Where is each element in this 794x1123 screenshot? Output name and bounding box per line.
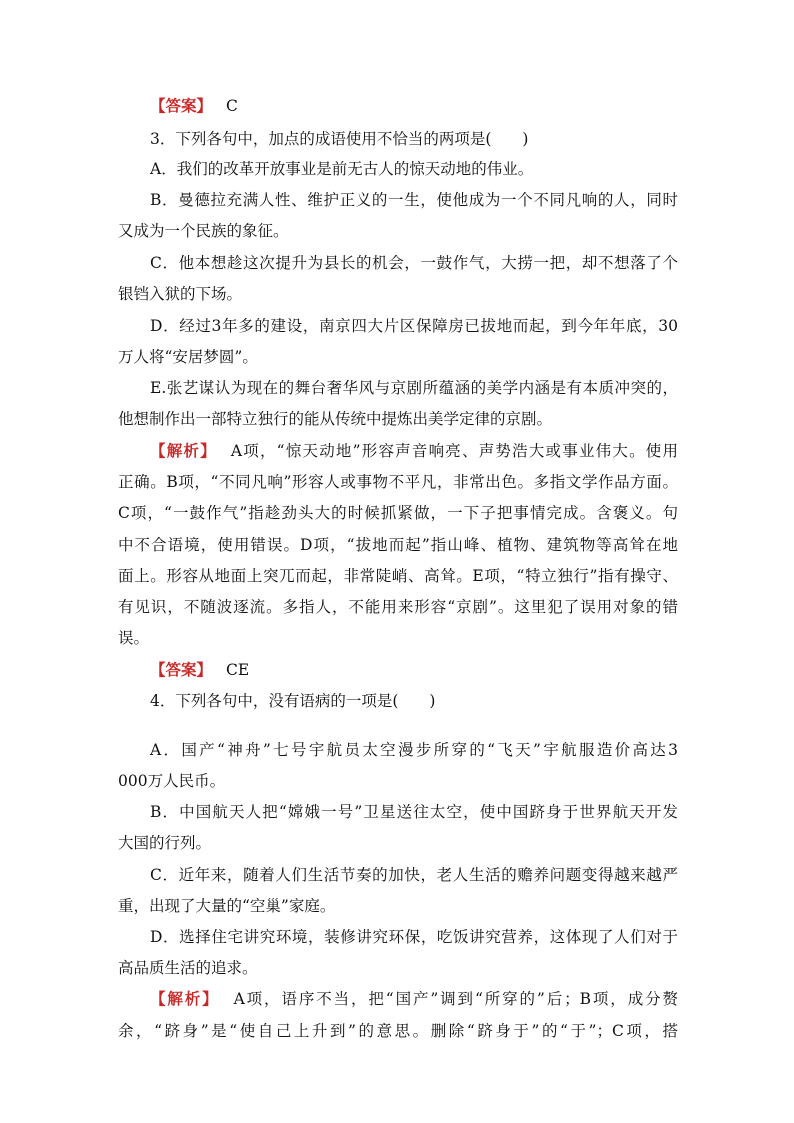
q3-option-b: B．曼德拉充满人性、维护正义的一生，使他成为一个不同凡响的人，同时 — [150, 191, 678, 209]
q3-option-e: E.张艺谋认为现在的舞台奢华风与京剧所蕴涵的美学内涵是有本质冲突的， — [150, 379, 678, 397]
analysis-1-line-7: 误。 — [118, 629, 150, 647]
q4-option-c-cont: 重，出现了大量的“空巢”家庭。 — [118, 897, 336, 915]
analysis-text: A项，“惊天动地”形容声音响亮、声势浩大或事业伟大。使用 — [230, 442, 678, 460]
q4-option-d-cont: 高品质生活的追求。 — [118, 959, 258, 977]
analysis-1-line-1 — [150, 440, 678, 462]
answer-line-2 — [150, 659, 678, 681]
analysis-1-line-3: C项，“一鼓作气”指趁劲头大的时候抓紧做，一下子把事情完成。含褒义。句 — [118, 504, 678, 522]
q3-option-c: C．他本想趁这次提升为县长的机会，一鼓作气，大捞一把，却不想落了个 — [150, 254, 678, 272]
q3-option-d-cont: 万人将“安居梦圆”。 — [118, 348, 258, 366]
q4-option-a-cont: 000万人民币。 — [118, 772, 226, 790]
q3-option-e-cont: 他想制作出一部特立独行的能从传统中提炼出美学定律的京剧。 — [118, 410, 553, 428]
answer-tag: 【答案】 — [150, 660, 213, 679]
analysis-tag: 【解析】 — [150, 441, 217, 460]
analysis-tag: 【解析】 — [150, 989, 220, 1008]
q4-option-b-cont: 大国的行列。 — [118, 834, 212, 852]
q4-option-b: B．中国航天人把“嫦娥一号”卫星送往太空，使中国跻身于世界航天开发 — [150, 803, 678, 821]
analysis-1-line-2: 正确。B项，“不同凡响”形容人或事物不平凡，非常出色。多指文学作品方面。 — [118, 473, 678, 491]
answer-value: CE — [226, 661, 250, 679]
analysis-1-line-4: 中不合语境，使用错误。D项，“拔地而起”指山峰、植物、建筑物等高耸在地 — [118, 536, 678, 554]
analysis-1-line-6: 有见识，不随波逐流。多指人，不能用来形容“京剧”。这里犯了误用对象的错 — [118, 598, 678, 616]
q3-option-b-cont: 又成为一个民族的象征。 — [118, 222, 289, 240]
answer-value: C — [226, 97, 238, 115]
analysis-2-line-2: 余，“跻身”是“使自己上升到”的意思。删除“跻身于”的“于”；C项，搭 — [118, 1022, 678, 1040]
q4-option-c: C．近年来，随着人们生活节奏的加快，老人生活的赡养问题变得越来越严 — [150, 866, 678, 884]
answer-tag: 【答案】 — [150, 96, 213, 115]
q3-option-c-cont: 银铛入狱的下场。 — [118, 285, 243, 303]
analysis-1-line-5: 面上。形容从地面上突兀而起，非常陡峭、高耸。E项，“特立独行”指有操守、 — [118, 567, 678, 585]
analysis-2-line-1 — [150, 988, 678, 1010]
question-3-stem: 3．下列各句中，加点的成语使用不恰当的两项是( ) — [150, 130, 529, 148]
question-4-stem: 4．下列各句中，没有语病的一项是( ) — [150, 692, 436, 710]
answer-line-1 — [150, 95, 678, 117]
q4-option-d: D．选择住宅讲究环境，装修讲究环保，吃饭讲究营养，这体现了人们对于 — [150, 928, 678, 946]
q3-option-a: A．我们的改革开放事业是前无古人的惊天动地的伟业。 — [150, 160, 534, 178]
analysis-text: A项，语序不当，把“国产”调到“所穿的”后；B项，成分赘 — [233, 990, 678, 1008]
q4-option-a: A．国产“神舟”七号宇航员太空漫步所穿的“飞天”宇航服造价高达3 — [150, 741, 678, 759]
q3-option-d: D．经过3年多的建设，南京四大片区保障房已拔地而起，到今年年底，30 — [150, 317, 678, 335]
